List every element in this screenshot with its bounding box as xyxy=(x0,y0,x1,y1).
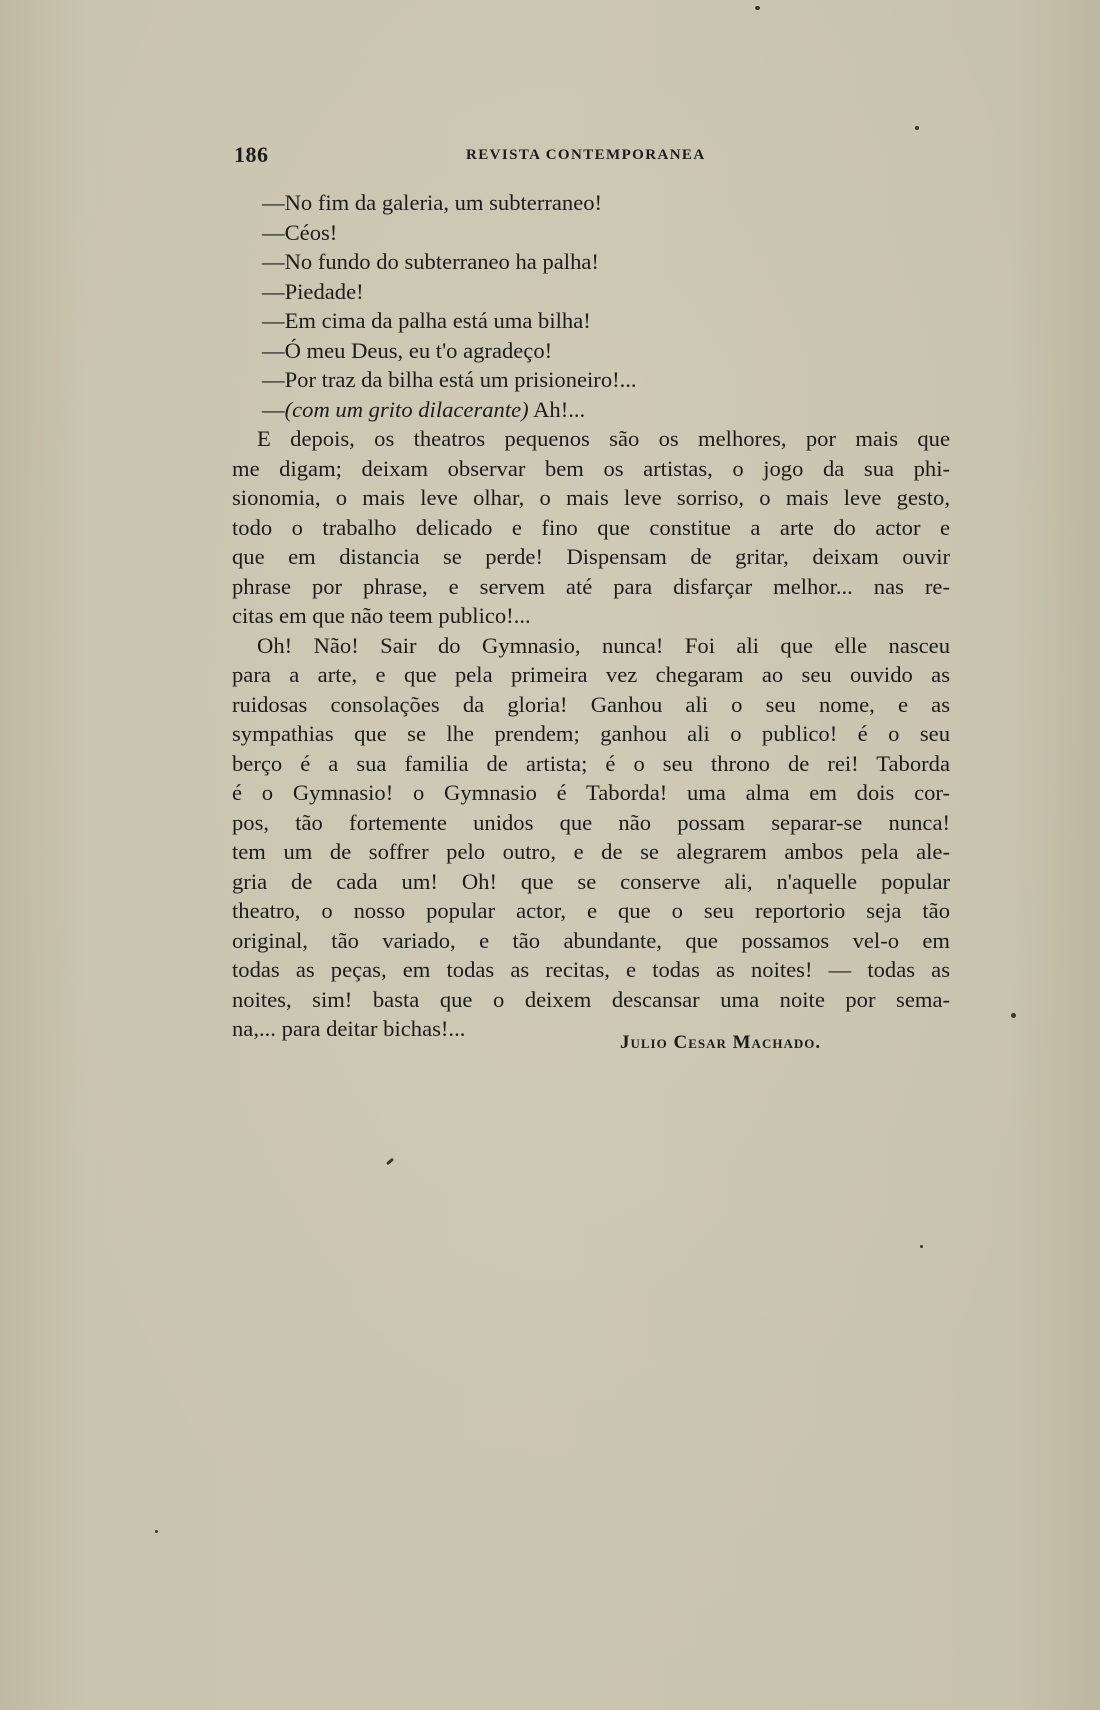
paragraph1-line: todo o trabalho delicado e fino que constitue a arte do actor e xyxy=(232,514,950,540)
paragraph2-line: Oh! Não! Sair do Gymnasio, nunca! Foi ali que elle nasceu xyxy=(257,632,950,658)
paragraph2-line: sympathias que se lhe prendem; ganhou ali o publico! é o seu xyxy=(232,721,950,746)
dialogue-line: —Por traz da bilha está um prisioneiro!... xyxy=(262,367,637,392)
paragraph1-line: sionomia, o mais leve olhar, o mais leve sorriso, o mais leve gesto, xyxy=(232,485,950,510)
dialogue-line: —Piedade! xyxy=(262,278,364,304)
paragraph2-line: ruidosas consolações da gloria! Ganhou ali o seu nome, e as xyxy=(232,691,950,717)
dialogue-dash: — xyxy=(262,396,285,422)
paragraph2-line: na,... para deitar bichas!... xyxy=(232,1016,466,1041)
stage-direction: (com um grito dilacerante) xyxy=(284,396,529,422)
paragraph2-line: theatro, o nosso popular actor, e que o seu reportorio seja tão xyxy=(232,898,950,923)
page-header xyxy=(234,142,954,168)
ink-speck xyxy=(920,1245,923,1248)
ink-speck xyxy=(155,1530,158,1533)
paragraph2-line: noites, sim! basta que o deixem descansar uma noite por sema- xyxy=(232,986,950,1012)
author-signature: Julio Cesar Machado. xyxy=(620,1032,822,1053)
paragraph2-line: tem um de soffrer pelo outro, e de se alegrarem ambos pela ale- xyxy=(232,839,950,864)
running-title: REVISTA CONTEMPORANEA xyxy=(466,147,706,163)
ink-speck xyxy=(386,1158,394,1165)
paragraph2-line: é o Gymnasio! o Gymnasio é Taborda! uma alma em dois cor- xyxy=(232,780,950,805)
dialogue-line: —No fim da galeria, um subterraneo! xyxy=(262,190,603,215)
dialogue-line: —No fundo do subterraneo ha palha! xyxy=(262,249,599,274)
dialogue-line: —Céos! xyxy=(262,219,338,245)
paragraph1-line: me digam; deixam observar bem os artistas, o jogo da sua phi- xyxy=(232,455,950,481)
paragraph2-line: todas as peças, em todas as recitas, e todas as noites! — todas as xyxy=(232,957,950,982)
page-number: 186 xyxy=(234,142,269,167)
paragraph1-line: citas em que não teem publico!... xyxy=(232,603,531,628)
paragraph2-line: berço é a sua familia de artista; é o seu throno de rei! Taborda xyxy=(232,750,950,776)
paragraph1-line: phrase por phrase, e servem até para disfarçar melhor... nas re- xyxy=(232,573,950,599)
dialogue-line: —Em cima da palha está uma bilha! xyxy=(262,308,591,333)
paragraph2-line: pos, tão fortemente unidos que não possam separar-se nunca! xyxy=(232,809,950,835)
dialogue-line: —Ó meu Deus, eu t'o agradeço! xyxy=(262,337,553,363)
paragraph1-line: E depois, os theatros pequenos são os melhores, por mais que xyxy=(257,426,950,451)
dialogue-speech: Ah!... xyxy=(528,396,586,422)
ink-speck xyxy=(755,6,760,10)
paragraph2-line: gria de cada um! Oh! que se conserve ali, n'aquelle popular xyxy=(232,868,950,894)
dialogue-line-last xyxy=(232,395,950,425)
paragraph1-line: que em distancia se perde! Dispensam de gritar, deixam ouvir xyxy=(232,544,950,569)
paragraph2-line: para a arte, e que pela primeira vez chegaram ao seu ouvido as xyxy=(232,662,950,687)
ink-speck xyxy=(915,126,919,130)
ink-speck xyxy=(1011,1013,1016,1018)
body-text xyxy=(232,188,950,1044)
paragraph2-line: original, tão variado, e tão abundante, que possamos vel-o em xyxy=(232,927,950,953)
